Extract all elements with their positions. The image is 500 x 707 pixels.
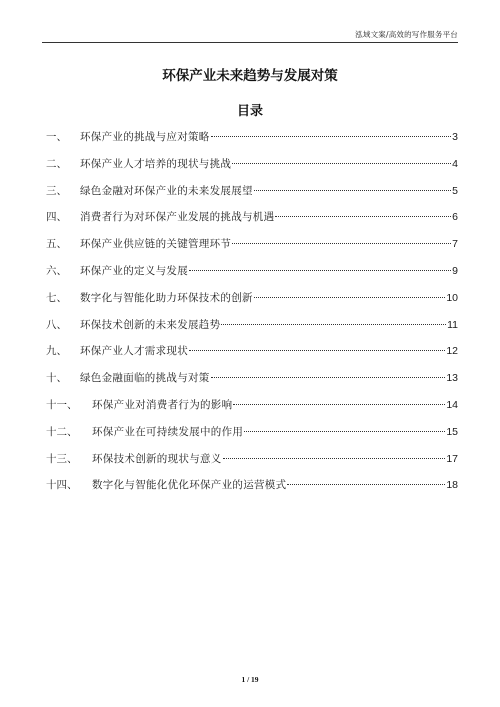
toc-entry-title: 绿色金融对环保产业的未来发展展望 [80,184,253,197]
toc-dot-leader [275,216,451,217]
toc-entry[interactable] [46,341,458,368]
toc-entry-title: 环保产业供应链的关键管理环节 [80,238,232,251]
toc-entry-title: 环保产业人才培养的现状与挑战 [80,157,232,170]
toc-entry-page: 3 [452,131,458,143]
toc-entry-page: 7 [452,238,458,251]
toc-dot-leader [211,377,446,378]
toc-entry[interactable] [46,395,458,422]
toc-entry-page: 6 [452,211,458,224]
toc-entry[interactable] [46,207,458,234]
table-of-contents [46,127,458,502]
toc-entry-page: 15 [446,425,458,438]
toc-entry-number: 十三、 [46,452,78,465]
toc-entry[interactable] [46,422,458,449]
toc-dot-leader [189,350,445,351]
toc-entry-number: 十一、 [46,398,78,411]
toc-entry-number: 十二、 [46,425,78,438]
toc-dot-leader [223,458,446,459]
toc-entry[interactable] [46,315,458,342]
toc-dot-leader [254,297,446,298]
toc-entry-number: 六、 [46,264,67,277]
toc-entry-number: 三、 [46,184,67,197]
toc-entry-page: 10 [446,291,458,304]
toc-entry-number: 八、 [46,318,67,331]
toc-dot-leader [244,431,445,432]
toc-entry-page: 11 [447,318,458,331]
toc-dot-leader [221,324,446,325]
toc-heading: 目录 [236,104,263,119]
toc-entry[interactable] [46,154,458,181]
toc-entry-page: 4 [452,157,458,170]
toc-dot-leader [232,163,451,164]
header-divider [42,42,458,43]
toc-dot-leader [211,136,452,137]
toc-entry-number: 二、 [46,157,67,170]
toc-entry-page: 13 [446,372,458,385]
toc-entry-number: 十四、 [46,479,78,492]
toc-entry[interactable] [46,475,458,502]
toc-entry-title: 环保产业在可持续发展中的作用 [92,425,244,438]
toc-entry-title: 数字化与智能化助力环保技术的创新 [80,291,253,304]
toc-entry-number: 七、 [46,291,67,304]
toc-entry[interactable] [46,288,458,315]
toc-entry-title: 环保产业的挑战与应对策略 [80,131,210,143]
toc-entry[interactable] [46,449,458,476]
toc-entry[interactable] [46,261,458,288]
toc-entry[interactable] [46,127,458,154]
toc-entry-title: 环保技术创新的未来发展趋势 [80,318,221,331]
toc-entry[interactable] [46,234,458,261]
toc-entry-title: 环保技术创新的现状与意义 [92,452,222,465]
toc-entry-number: 十、 [46,372,67,385]
toc-entry-number: 四、 [46,211,67,224]
toc-entry-number: 五、 [46,238,67,251]
toc-dot-leader [287,484,445,485]
toc-dot-leader [233,404,445,405]
toc-entry[interactable] [46,368,458,395]
toc-dot-leader [232,243,451,244]
toc-entry-title: 环保产业的定义与发展 [80,264,188,277]
toc-entry-number: 一、 [46,131,67,143]
toc-entry-page: 9 [452,264,458,277]
toc-entry-title: 环保产业对消费者行为的影响 [92,398,233,411]
toc-entry-page: 18 [446,479,458,492]
toc-entry-page: 5 [452,184,458,197]
toc-entry-title: 绿色金融面临的挑战与对策 [80,372,210,385]
header-platform-text: 泓域文案/高效的写作服务平台 [355,30,458,39]
toc-entry-page: 14 [446,398,458,411]
toc-entry-title: 数字化与智能化优化环保产业的运营模式 [92,479,287,492]
document-title: 环保产业未来趋势与发展对策 [162,68,338,84]
toc-entry-page: 12 [446,345,458,358]
toc-dot-leader [189,270,451,271]
toc-entry-page: 17 [446,452,458,465]
toc-entry-title: 消费者行为对环保产业发展的挑战与机遇 [80,211,275,224]
toc-dot-leader [254,190,451,191]
page-number-footer: 1 / 19 [241,675,259,684]
toc-entry[interactable] [46,181,458,208]
toc-entry-number: 九、 [46,345,67,358]
toc-entry-title: 环保产业人才需求现状 [80,345,188,358]
